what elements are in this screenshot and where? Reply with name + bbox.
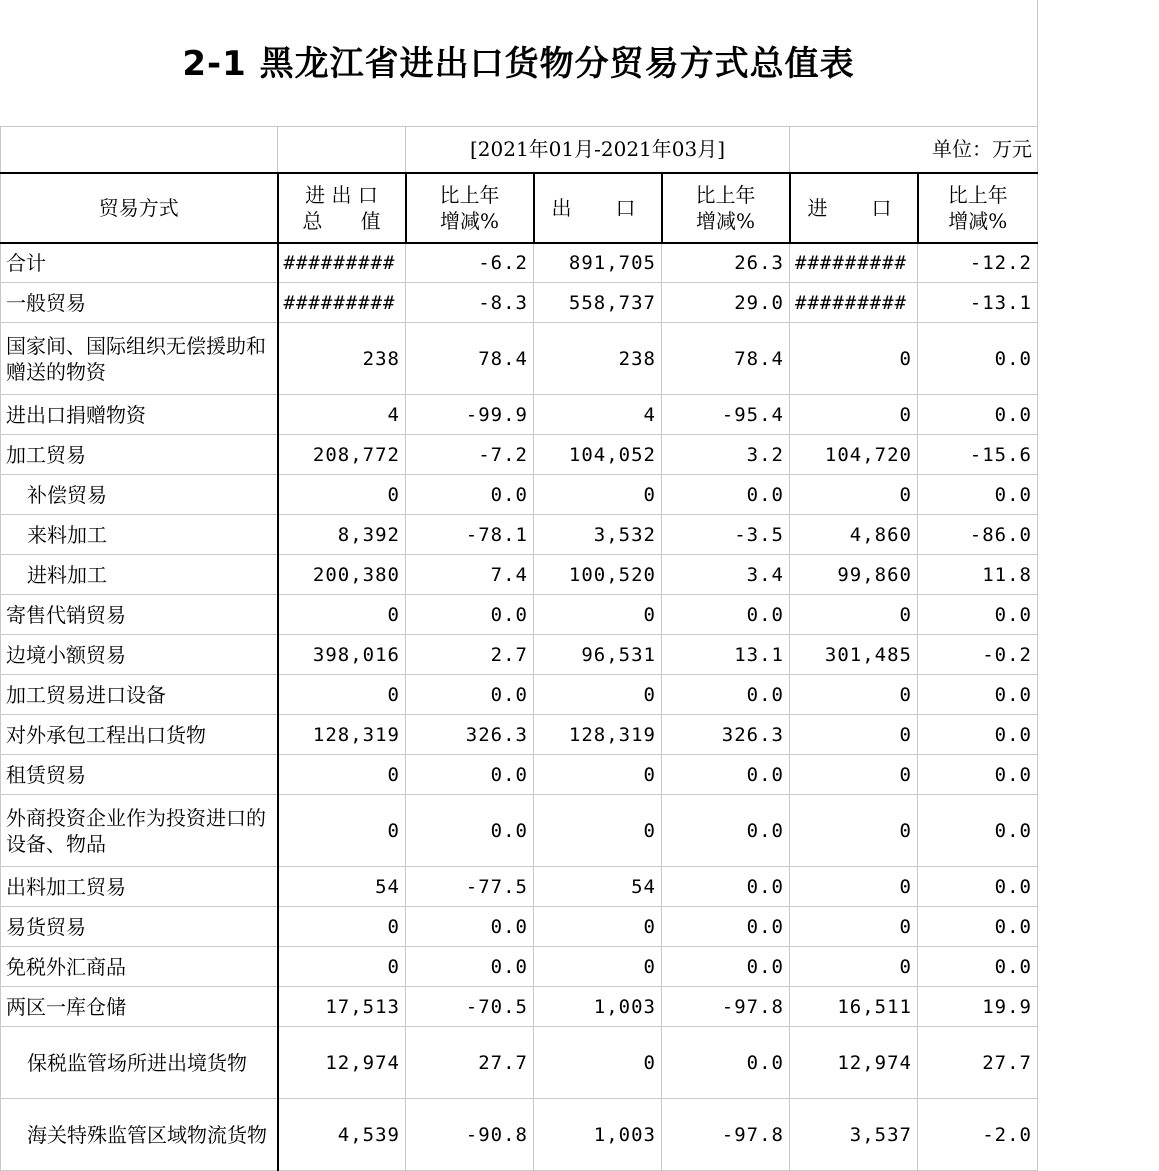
cell-total: 398,016 — [278, 635, 406, 675]
cell-import: 0 — [790, 475, 918, 515]
cell-export-change: 0.0 — [662, 907, 790, 947]
table-row — [1, 867, 1038, 907]
cell-import: 99,860 — [790, 555, 918, 595]
table-row — [1, 435, 1038, 475]
cell-import: 0 — [790, 755, 918, 795]
cell-trade-mode: 对外承包工程出口货物 — [1, 715, 278, 755]
table-row — [1, 947, 1038, 987]
cell-export-change: -97.8 — [662, 1099, 790, 1171]
cell-total-change: 27.7 — [406, 1027, 534, 1099]
cell-import-change: 27.7 — [918, 1027, 1038, 1099]
cell-total-change: 0.0 — [406, 795, 534, 867]
cell-export-change: 0.0 — [662, 675, 790, 715]
cell-total-change: 0.0 — [406, 675, 534, 715]
unit-label: 单位：万元 — [790, 127, 1038, 173]
cell-total-change: 78.4 — [406, 323, 534, 395]
cell-import: ######### — [790, 283, 918, 323]
cell-export: 0 — [534, 1027, 662, 1099]
table-row — [1, 755, 1038, 795]
cell-total: 12,974 — [278, 1027, 406, 1099]
info-blank — [278, 127, 406, 173]
table-row — [1, 795, 1038, 867]
cell-import-change: 0.0 — [918, 715, 1038, 755]
cell-export: 104,052 — [534, 435, 662, 475]
cell-total-change: 326.3 — [406, 715, 534, 755]
cell-total: 0 — [278, 907, 406, 947]
cell-trade-mode: 寄售代销贸易 — [1, 595, 278, 635]
cell-import-change: -0.2 — [918, 635, 1038, 675]
cell-total-change: -7.2 — [406, 435, 534, 475]
cell-import: 0 — [790, 947, 918, 987]
cell-export: 3,532 — [534, 515, 662, 555]
cell-export: 4 — [534, 395, 662, 435]
cell-trade-mode: 免税外汇商品 — [1, 947, 278, 987]
cell-total: 0 — [278, 947, 406, 987]
cell-total: ######### — [278, 243, 406, 283]
cell-total: 0 — [278, 795, 406, 867]
cell-trade-mode: 保税监管场所进出境货物 — [1, 1027, 278, 1099]
cell-export-change: 78.4 — [662, 323, 790, 395]
cell-trade-mode: 易货贸易 — [1, 907, 278, 947]
cell-import-change: 11.8 — [918, 555, 1038, 595]
table-row — [1, 907, 1038, 947]
cell-import-change: -2.0 — [918, 1099, 1038, 1171]
cell-import-change: 0.0 — [918, 323, 1038, 395]
cell-total: 54 — [278, 867, 406, 907]
cell-export-change: 0.0 — [662, 1027, 790, 1099]
cell-export: 238 — [534, 323, 662, 395]
cell-total: 208,772 — [278, 435, 406, 475]
table-row — [1, 715, 1038, 755]
cell-import-change: 0.0 — [918, 795, 1038, 867]
cell-export-change: 0.0 — [662, 755, 790, 795]
cell-total-change: -6.2 — [406, 243, 534, 283]
cell-trade-mode: 国家间、国际组织无偿援助和赠送的物资 — [1, 323, 278, 395]
table-row — [1, 515, 1038, 555]
cell-export-change: -3.5 — [662, 515, 790, 555]
cell-total-change: -77.5 — [406, 867, 534, 907]
cell-trade-mode: 边境小额贸易 — [1, 635, 278, 675]
cell-import-change: 0.0 — [918, 755, 1038, 795]
cell-export-change: 326.3 — [662, 715, 790, 755]
cell-export-change: 26.3 — [662, 243, 790, 283]
cell-export-change: 3.2 — [662, 435, 790, 475]
cell-total-change: -78.1 — [406, 515, 534, 555]
cell-import: 12,974 — [790, 1027, 918, 1099]
cell-export: 1,003 — [534, 1099, 662, 1171]
table-row — [1, 243, 1038, 283]
table-row — [1, 635, 1038, 675]
period-label: [2021年01月-2021年03月] — [406, 127, 790, 173]
cell-export: 0 — [534, 907, 662, 947]
cell-total: 200,380 — [278, 555, 406, 595]
cell-total-change: -99.9 — [406, 395, 534, 435]
cell-total: 238 — [278, 323, 406, 395]
cell-import-change: 0.0 — [918, 595, 1038, 635]
cell-import: 0 — [790, 395, 918, 435]
cell-export-change: 0.0 — [662, 947, 790, 987]
table-row — [1, 323, 1038, 395]
cell-total: 4,539 — [278, 1099, 406, 1171]
header-export-change: 比上年 增减% — [662, 173, 790, 243]
header-import-change: 比上年 增减% — [918, 173, 1038, 243]
cell-total-change: -70.5 — [406, 987, 534, 1027]
table-row — [1, 1027, 1038, 1099]
cell-trade-mode: 来料加工 — [1, 515, 278, 555]
table-row — [1, 675, 1038, 715]
cell-export-change: -97.8 — [662, 987, 790, 1027]
cell-export: 128,319 — [534, 715, 662, 755]
cell-import: 0 — [790, 907, 918, 947]
cell-export: 0 — [534, 475, 662, 515]
cell-export-change: 0.0 — [662, 867, 790, 907]
cell-total-change: -90.8 — [406, 1099, 534, 1171]
header-export: 出 口 — [534, 173, 662, 243]
cell-total: 4 — [278, 395, 406, 435]
cell-export: 1,003 — [534, 987, 662, 1027]
cell-total-change: 0.0 — [406, 475, 534, 515]
cell-import-change: -13.1 — [918, 283, 1038, 323]
cell-total-change: 2.7 — [406, 635, 534, 675]
cell-import-change: 0.0 — [918, 947, 1038, 987]
cell-total-change: 0.0 — [406, 907, 534, 947]
cell-import-change: 0.0 — [918, 907, 1038, 947]
cell-import: 0 — [790, 715, 918, 755]
cell-import-change: -86.0 — [918, 515, 1038, 555]
cell-import-change: 0.0 — [918, 395, 1038, 435]
cell-total: 17,513 — [278, 987, 406, 1027]
cell-trade-mode: 进出口捐赠物资 — [1, 395, 278, 435]
cell-import: 0 — [790, 595, 918, 635]
cell-import-change: 0.0 — [918, 867, 1038, 907]
cell-total: 128,319 — [278, 715, 406, 755]
cell-import: 3,537 — [790, 1099, 918, 1171]
table-row — [1, 595, 1038, 635]
cell-trade-mode: 出料加工贸易 — [1, 867, 278, 907]
cell-export: 96,531 — [534, 635, 662, 675]
cell-import-change: 19.9 — [918, 987, 1038, 1027]
cell-import: 0 — [790, 867, 918, 907]
cell-total: 0 — [278, 475, 406, 515]
table-row — [1, 555, 1038, 595]
header-import: 进 口 — [790, 173, 918, 243]
cell-trade-mode: 海关特殊监管区域物流货物 — [1, 1099, 278, 1171]
cell-import: 0 — [790, 675, 918, 715]
cell-import-change: -12.2 — [918, 243, 1038, 283]
cell-import-change: 0.0 — [918, 475, 1038, 515]
cell-trade-mode: 外商投资企业作为投资进口的设备、物品 — [1, 795, 278, 867]
cell-total: ######### — [278, 283, 406, 323]
table-row — [1, 475, 1038, 515]
cell-export-change: 13.1 — [662, 635, 790, 675]
cell-export: 558,737 — [534, 283, 662, 323]
cell-total-change: 0.0 — [406, 595, 534, 635]
cell-export: 0 — [534, 595, 662, 635]
cell-trade-mode: 两区一库仓储 — [1, 987, 278, 1027]
cell-export: 0 — [534, 795, 662, 867]
cell-total-change: 0.0 — [406, 755, 534, 795]
cell-import-change: 0.0 — [918, 675, 1038, 715]
cell-trade-mode: 加工贸易 — [1, 435, 278, 475]
header-trade-mode: 贸易方式 — [1, 173, 278, 243]
cell-total: 8,392 — [278, 515, 406, 555]
cell-export: 54 — [534, 867, 662, 907]
table-row — [1, 987, 1038, 1027]
cell-total: 0 — [278, 755, 406, 795]
cell-import: 0 — [790, 323, 918, 395]
table-row — [1, 395, 1038, 435]
cell-export-change: 0.0 — [662, 475, 790, 515]
cell-export-change: 29.0 — [662, 283, 790, 323]
cell-trade-mode: 进料加工 — [1, 555, 278, 595]
cell-import: 104,720 — [790, 435, 918, 475]
cell-export: 891,705 — [534, 243, 662, 283]
trade-table — [0, 126, 1038, 1171]
cell-total: 0 — [278, 675, 406, 715]
cell-export-change: 0.0 — [662, 795, 790, 867]
cell-trade-mode: 租赁贸易 — [1, 755, 278, 795]
cell-export: 0 — [534, 755, 662, 795]
header-total-change: 比上年 增减% — [406, 173, 534, 243]
page-title: 2-1 黑龙江省进出口货物分贸易方式总值表 — [182, 44, 855, 84]
cell-trade-mode: 加工贸易进口设备 — [1, 675, 278, 715]
cell-trade-mode: 一般贸易 — [1, 283, 278, 323]
cell-import: 16,511 — [790, 987, 918, 1027]
cell-import: ######### — [790, 243, 918, 283]
cell-import: 4,860 — [790, 515, 918, 555]
cell-export: 0 — [534, 947, 662, 987]
cell-trade-mode: 补偿贸易 — [1, 475, 278, 515]
cell-total-change: 0.0 — [406, 947, 534, 987]
cell-export: 0 — [534, 675, 662, 715]
info-blank — [1, 127, 278, 173]
cell-total-change: 7.4 — [406, 555, 534, 595]
cell-export: 100,520 — [534, 555, 662, 595]
cell-export-change: 3.4 — [662, 555, 790, 595]
cell-trade-mode: 合计 — [1, 243, 278, 283]
cell-import: 301,485 — [790, 635, 918, 675]
cell-import-change: -15.6 — [918, 435, 1038, 475]
cell-export-change: -95.4 — [662, 395, 790, 435]
cell-total: 0 — [278, 595, 406, 635]
cell-export-change: 0.0 — [662, 595, 790, 635]
header-total: 进 出 口 总 值 — [278, 173, 406, 243]
table-row — [1, 283, 1038, 323]
cell-total-change: -8.3 — [406, 283, 534, 323]
table-row — [1, 1099, 1038, 1171]
cell-import: 0 — [790, 795, 918, 867]
